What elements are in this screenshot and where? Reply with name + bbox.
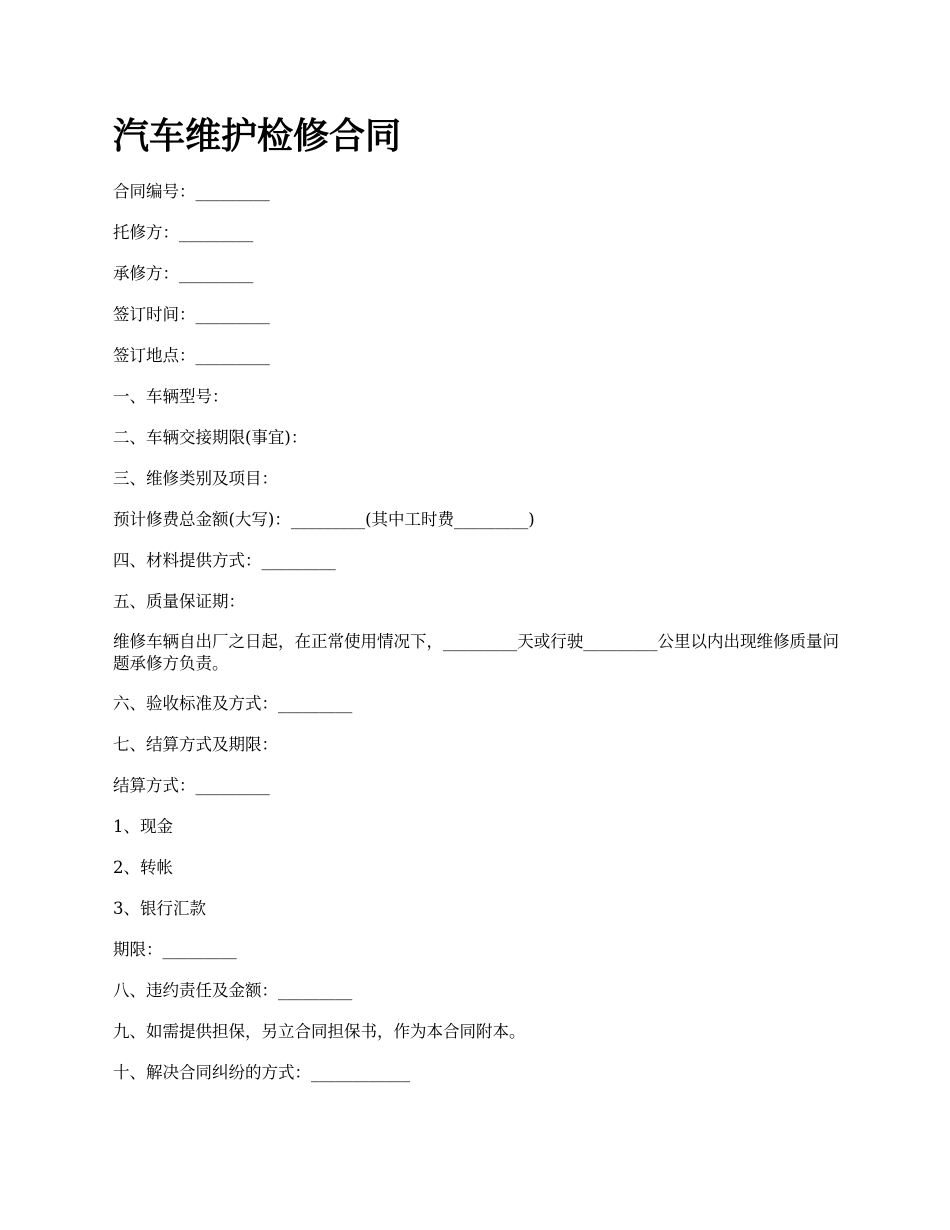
- contractor-party-line: 承修方：_________: [113, 264, 254, 283]
- client-party-line: 托修方：_________: [113, 223, 254, 242]
- clause-8-liability: 八、违约责任及金额：_________: [113, 981, 353, 1000]
- clause-1-vehicle-model: 一、车辆型号：: [113, 387, 229, 406]
- settlement-option-remittance: 3、银行汇款: [113, 899, 206, 918]
- settlement-option-cash: 1、现金: [113, 817, 173, 836]
- settlement-method-line: 结算方式：_________: [113, 776, 270, 795]
- clause-6-acceptance: 六、验收标准及方式：_________: [113, 694, 353, 713]
- clause-9-guarantee: 九、如需提供担保，另立合同担保书，作为本合同附本。: [113, 1022, 526, 1041]
- document-title: 汽车维护检修合同: [113, 115, 402, 157]
- signing-time-line: 签订时间：_________: [113, 305, 270, 324]
- clause-2-handover-period: 二、车辆交接期限(事宜)：: [113, 428, 308, 447]
- clause-7-settlement: 七、结算方式及期限：: [113, 735, 278, 754]
- clause-5-warranty: 五、质量保证期：: [113, 592, 245, 611]
- warranty-terms-paragraph: 维修车辆自出厂之日起，在正常使用情况下，_________天或行驶_________公里以内出现维修质量问题承修方负责。: [113, 632, 839, 673]
- clause-3-repair-items: 三、维修类别及项目：: [113, 469, 278, 488]
- clause-10-dispute-resolution: 十、解决合同纠纷的方式：____________: [113, 1063, 410, 1082]
- estimated-cost-line: 预计修费总金额(大写)：_________(其中工时费_________): [113, 510, 535, 529]
- signing-place-line: 签订地点：_________: [113, 346, 270, 365]
- settlement-option-transfer: 2、转帐: [113, 858, 173, 877]
- clause-4-material-supply: 四、材料提供方式：_________: [113, 551, 336, 570]
- contract-number-line: 合同编号：_________: [113, 182, 270, 201]
- settlement-period-line: 期限：_________: [113, 940, 237, 959]
